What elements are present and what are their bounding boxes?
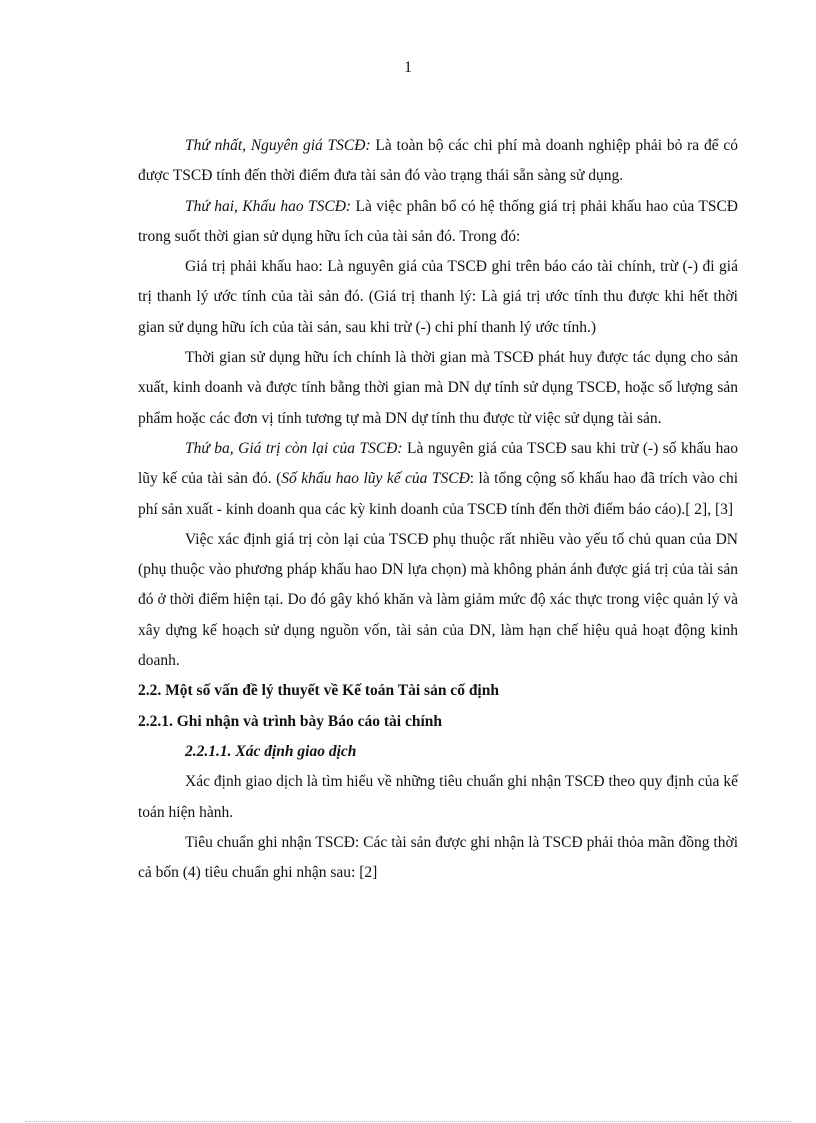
paragraph-transaction-definition: Xác định giao dịch là tìm hiểu về những tiêu chuẩn ghi nhận TSCĐ theo quy định của kế toán hiện hành. <box>138 773 738 821</box>
paragraph-depreciation <box>138 192 738 253</box>
heading-2-2-1-1: 2.2.1.1. Xác định giao dịch <box>185 742 357 760</box>
paragraph-text: Là toàn bộ các chi phí mà doanh nghiệp phải bỏ ra để có được TSCĐ tính đến thời điểm đưa tài sản đó vào trạng thái sẵn sàng sử dụng. <box>138 137 738 185</box>
paragraph-residual-remarks: Việc xác định giá trị còn lại của TSCĐ phụ thuộc rất nhiều vào yếu tố chủ quan của DN (phụ thuộc vào phương pháp khấu hao DN lựa chọn) mà không phản ánh được giá trị của tài sản đó ở thời điểm hiện tại. Do đó gây khó khăn và làm giảm mức độ xác thực trong việc quản lý và xây dựng kế hoạch sử dụng nguồn vốn, tài sản của DN, làm hạn chế hiệu quả hoạt động kinh doanh. <box>138 530 738 670</box>
heading-2-2: 2.2. Một số vấn đề lý thuyết về Kế toán Tài sản cố định <box>138 682 499 700</box>
paragraph-residual-value <box>138 434 738 525</box>
page-number: 1 <box>404 59 412 76</box>
paragraph-recognition-criteria: Tiêu chuẩn ghi nhận TSCĐ: Các tài sản được ghi nhận là TSCĐ phải thỏa mãn đồng thời cả bốn (4) tiêu chuẩn ghi nhận sau: [2] <box>138 833 738 882</box>
paragraph-original-cost <box>138 131 738 192</box>
term-depreciation: Thứ hai, Khấu hao TSCĐ: <box>185 197 352 215</box>
heading-2-2-1: 2.2.1. Ghi nhận và trình bày Báo cáo tài chính <box>138 712 443 730</box>
term-accumulated-depreciation: Số khấu hao lũy kế của TSCĐ <box>281 470 470 488</box>
paragraph-text-end: : là tổng cộng số khấu hao đã trích vào chi phí sản xuất - kinh doanh qua các kỳ kinh doanh của TSCĐ tính đến thời điểm báo cáo).[ 2], [3] <box>138 470 738 518</box>
term-original-cost: Thứ nhất, Nguyên giá TSCĐ: <box>185 137 371 154</box>
paragraph-text: Là việc phân bổ có hệ thống giá trị phải khấu hao của TSCĐ trong suốt thời gian sử dụng hữu ích của tài sản đó. Trong đó: <box>138 197 738 245</box>
page-footer-divider <box>25 1121 791 1122</box>
paragraph-text: Là nguyên giá của TSCĐ sau khi trừ (-) số khấu hao lũy kế của tài sản đó. ( <box>138 439 738 488</box>
document-body <box>138 131 738 888</box>
paragraph-depreciable-value: Giá trị phải khấu hao: Là nguyên giá của TSCĐ ghi trên báo cáo tài chính, trừ (-) đi giá trị thanh lý ước tính của tài sản đó. (Giá trị thanh lý: Là giá trị ước tính thu được khi hết thời gian sử dụng hữu ích của tài sản, sau khi trừ (-) chi phí thanh lý ước tính.) <box>138 258 738 336</box>
paragraph-useful-life: Thời gian sử dụng hữu ích chính là thời gian mà TSCĐ phát huy được tác dụng cho sản xuất, kinh doanh và được tính bằng thời gian mà DN dự tính sử dụng TSCĐ, hoặc số lượng sản phẩm hoặc các đơn vị tính tương tự mà DN dự tính thu được từ việc sử dụng tài sản. <box>138 349 738 427</box>
term-residual-value: Thứ ba, Giá trị còn lại của TSCĐ: <box>185 439 403 457</box>
